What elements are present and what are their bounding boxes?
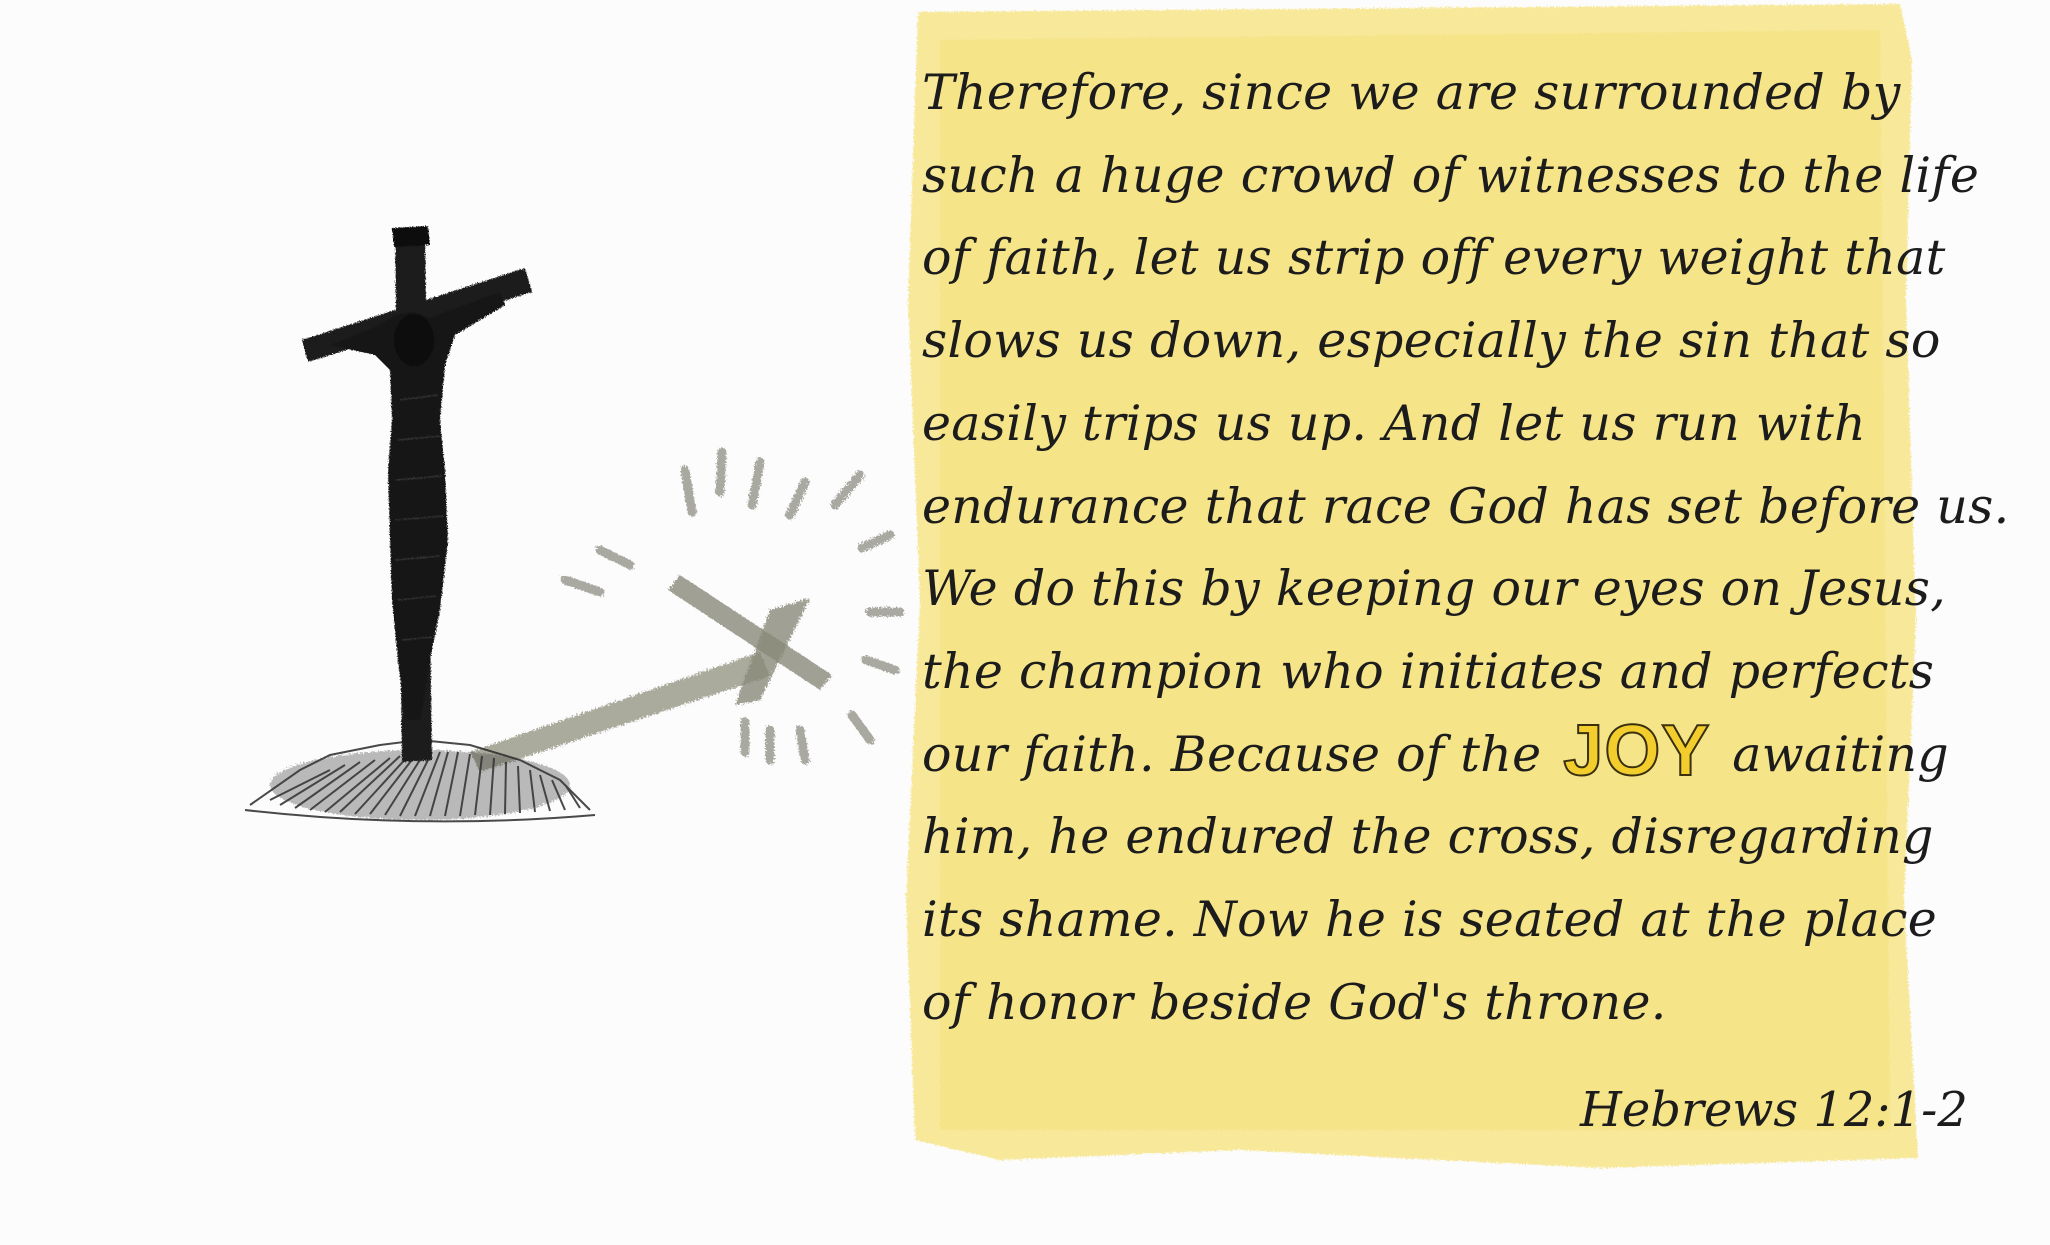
verse-text	[922, 52, 2010, 1044]
joy-word: JOY	[1563, 710, 1711, 791]
verse-line-joy	[922, 710, 1949, 797]
verse-line: the champion who initiates and perfects	[922, 642, 1935, 700]
shadow-cross-icon	[470, 575, 832, 772]
verse-line: endurance that race God has set before us.	[922, 477, 2010, 535]
verse-line: easily trips us up. And let us run with	[922, 394, 1866, 452]
verse-line-part: our faith. Because of the	[922, 725, 1542, 783]
verse-line: of faith, let us strip off every weight that	[922, 229, 1946, 287]
verse-line: such a huge crowd of witnesses to the life	[922, 146, 1980, 204]
scripture-citation: Hebrews 12:1-2	[1580, 1082, 1968, 1138]
verse-line: him, he endured the cross, disregarding	[922, 808, 1934, 866]
verse-line-part: awaiting	[1732, 725, 1949, 783]
verse-line: We do this by keeping our eyes on Jesus,	[922, 560, 1947, 618]
verse-line: of honor beside God's throne.	[922, 973, 1667, 1031]
verse-line: its shame. Now he is seated at the place	[922, 891, 1938, 949]
verse-line: Therefore, since we are surrounded by	[922, 64, 1901, 121]
verse-line: slows us down, especially the sin that so	[922, 312, 1941, 370]
crucifix-icon	[302, 226, 532, 762]
